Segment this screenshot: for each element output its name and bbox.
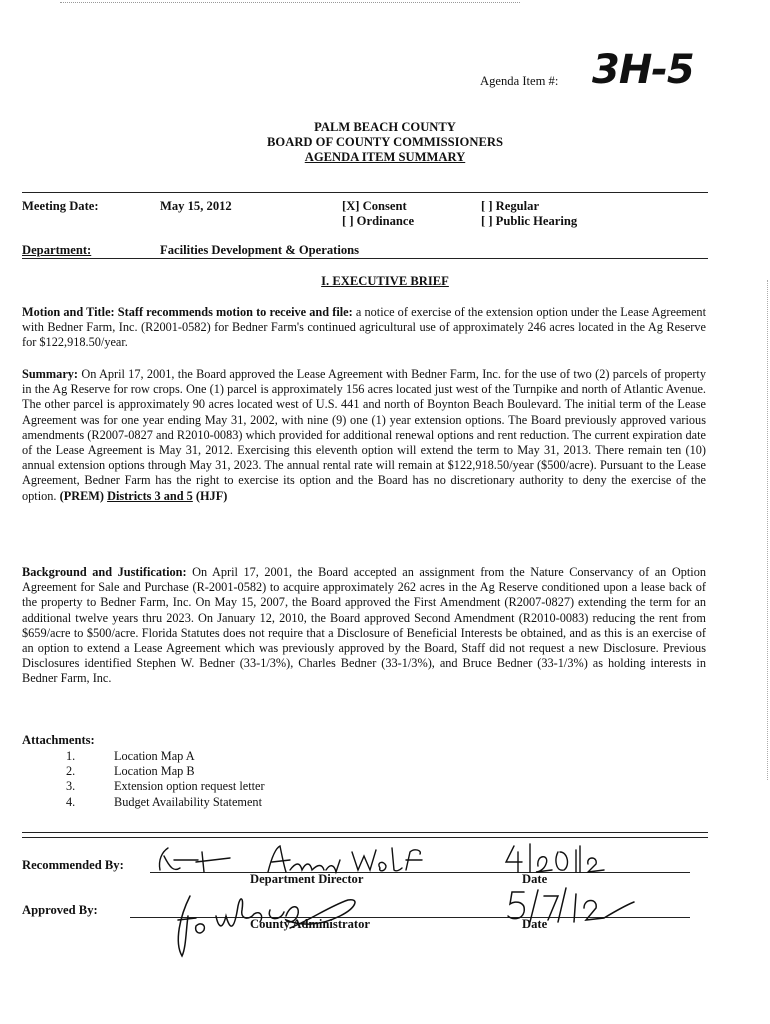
summary-label: Summary: bbox=[22, 367, 79, 381]
summary-text: On April 17, 2001, the Board approved the Lease Agreement with Bedner Farm, Inc. for the use of two (2) parcels of property in the Ag Reserve for row crops. One (1) parcel is approximately 156 acres located just west of the Turnpike and north of Atlantic Avenue. The other parcel is approximately 90 acres located west of U.S. 441 and north of Boynton Beach Boulevard. The initial term of the Lease Agreement was for one year ending May 31, 2002, with nine (9) one (1) year extension options. The Board previously approved various amendments (R2007-0827 and R2010-0083) which provided for additional renewal options and rent reduction. The current expiration date of the Lease Agreement is May 31, 2012. Exercising this eleventh option will extend the term to May 31, 2013. There remain ten (10) annual extension options through May 31, 2023. The annual rental rate will remain at $122,918.50/year ($500/acre). Pursuant to the Lease Agreement, Bedner Farm has the right to exercise its option and the Board has no discretionary authority to deny the exercise of the option. bbox=[22, 367, 706, 503]
approved-by-label: Approved By: bbox=[22, 903, 98, 917]
summary-districts: Districts 3 and 5 bbox=[107, 488, 193, 503]
background-text: On April 17, 2001, the Board accepted an assignment from the Nature Conservancy of an Option Agreement for Sale and Purchase (R-2001-0582) to acquire approximately 262 acres in the Ag Reserve conditioned upon a lease back of the property to Bedner Farm, Inc. On May 15, 2007, the Board approved the First Amendment (R2007-0827) extending the term for an additional twelve years thru 2023. On January 12, 2010, the Board approved Second Amendment (R2010-0083) reducing the rent from $659/acre to $500/acre. Florida Statutes does not require that a Disclosure of Beneficial Interests be obtained, and as this is an exercise of an option to extend a Lease Agreement which was previously approved by the Board, Staff did not request a new Disclosure. Previous Disclosures identified Stephen W. Bedner (33-1/3%), Charles Bedner (33-1/3%), and Bruce Bedner (33-1/3%) as holding interests in Bedner Farm, Inc. bbox=[22, 565, 706, 686]
regular-checkbox: [ ] Regular bbox=[481, 199, 540, 213]
recommended-by-label: Recommended By: bbox=[22, 858, 124, 872]
background-paragraph bbox=[22, 565, 706, 687]
divider-top bbox=[22, 192, 708, 193]
divider-signature-2 bbox=[22, 837, 708, 838]
document-title: AGENDA ITEM SUMMARY bbox=[304, 150, 466, 164]
scan-mark-line bbox=[60, 2, 520, 3]
recommended-title: Department Director bbox=[250, 872, 364, 886]
attachment-item: 4. Budget Availability Statement bbox=[66, 794, 262, 809]
department-label: Department: bbox=[22, 243, 92, 257]
meeting-date-value: May 15, 2012 bbox=[160, 199, 232, 213]
meeting-date-label: Meeting Date: bbox=[22, 199, 99, 213]
motion-label: Motion and Title: Staff recommends motion to receive and file: bbox=[22, 305, 353, 319]
attachments-label: Attachments: bbox=[22, 733, 95, 747]
divider-department bbox=[22, 258, 708, 259]
ordinance-checkbox: [ ] Ordinance bbox=[342, 214, 415, 228]
agenda-item-label: Agenda Item #: bbox=[480, 74, 559, 88]
divider-signature bbox=[22, 832, 708, 833]
county-name: PALM BEACH COUNTY bbox=[314, 120, 456, 134]
attachment-item: 1. Location Map A bbox=[66, 749, 195, 763]
summary-tag: (PREM) bbox=[59, 488, 104, 503]
approved-signature-handwriting bbox=[160, 886, 380, 966]
approved-date-label: Date bbox=[522, 917, 548, 931]
background-label: Background and Justification: bbox=[22, 565, 187, 579]
approved-date-handwriting bbox=[500, 886, 640, 926]
public-hearing-checkbox: [ ] Public Hearing bbox=[481, 214, 578, 228]
agenda-item-number: 3H-5 bbox=[592, 47, 694, 93]
board-name: BOARD OF COUNTY COMMISSIONERS bbox=[267, 135, 503, 149]
summary-paragraph bbox=[22, 367, 706, 504]
recommended-signature-handwriting bbox=[140, 842, 430, 882]
section-title: I. EXECUTIVE BRIEF bbox=[321, 274, 449, 288]
department-value: Facilities Development & Operations bbox=[160, 243, 360, 257]
motion-paragraph bbox=[22, 305, 706, 351]
attachment-item: 2. Location Map B bbox=[66, 764, 195, 779]
consent-checkbox: [X] Consent bbox=[342, 199, 407, 213]
summary-initials: (HJF) bbox=[195, 488, 228, 503]
attachments-list bbox=[66, 749, 265, 810]
recommended-date-label: Date bbox=[522, 872, 548, 886]
recommended-date-handwriting bbox=[500, 842, 610, 876]
approved-title: County Administrator bbox=[250, 917, 370, 931]
motion-text: a notice of exercise of the extension option under the Lease Agreement with Bedner Farm, Inc. (R2001-0582) for Bedner Farm's continued agricultural use of approximately 246 acres located in the Ag Reserve for $122,918.50/year. bbox=[22, 305, 706, 350]
attachment-item: 3. Extension option request letter bbox=[66, 779, 265, 794]
scan-edge-mark bbox=[765, 280, 768, 780]
